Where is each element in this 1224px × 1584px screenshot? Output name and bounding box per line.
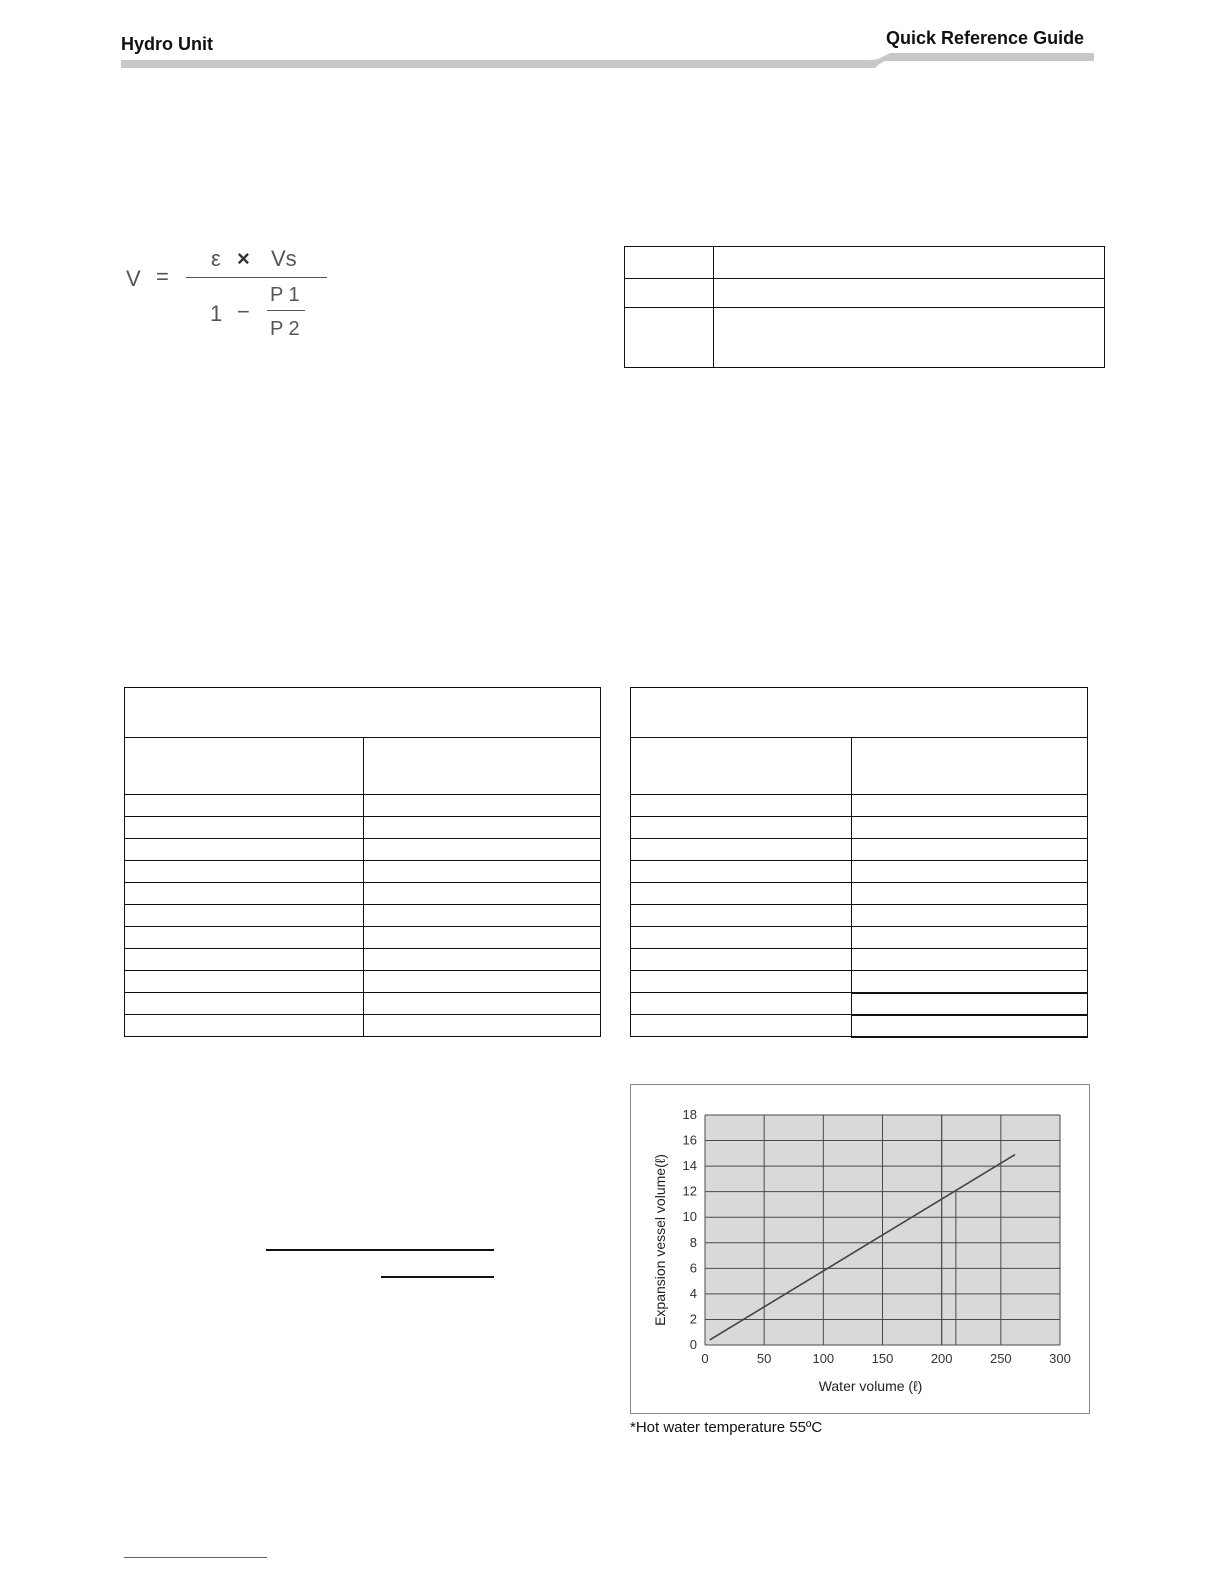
table-cell: [125, 861, 364, 883]
expansion-vessel-chart: [631, 1085, 1089, 1413]
table-cell: [631, 817, 852, 839]
table-row: [631, 927, 1088, 949]
table-row: [125, 949, 601, 971]
table-cell: [364, 1015, 601, 1037]
table-row: [125, 883, 601, 905]
table-row: [125, 971, 601, 993]
table-cell: [364, 905, 601, 927]
table-cell: [364, 817, 601, 839]
table-cell: [631, 949, 852, 971]
table-cell: [852, 993, 1088, 1015]
y-tick-label: 4: [689, 1285, 697, 1301]
table-row: [631, 1015, 1088, 1037]
table-cell: [364, 971, 601, 993]
formula-equals: =: [156, 264, 169, 289]
right-data-table: [630, 687, 1088, 1038]
table-cell: [631, 688, 1088, 738]
chart-caption: *Hot water temperature 55ºC: [630, 1419, 823, 1436]
header-right-title: Quick Reference Guide: [886, 28, 1085, 48]
table-cell: [625, 308, 714, 368]
table-row: [631, 795, 1088, 817]
table-title-row: [125, 688, 601, 738]
table-row: [625, 247, 1105, 279]
table-cell: [364, 861, 601, 883]
table-header-row: [631, 738, 1088, 795]
formula-p2: P 2: [270, 318, 300, 340]
formula-sub-fraction-bar: [267, 310, 305, 311]
table-cell: [364, 927, 601, 949]
table-cell: [125, 688, 601, 738]
table-cell: [125, 1015, 364, 1037]
table-row: [125, 905, 601, 927]
table-cell: [631, 927, 852, 949]
table-cell: [125, 927, 364, 949]
table-cell: [852, 861, 1088, 883]
table-header-row: [125, 738, 601, 795]
table-cell: [125, 817, 364, 839]
blank-field-line: [381, 1276, 494, 1278]
left-data-table: [124, 687, 601, 1037]
table-row: [631, 883, 1088, 905]
volume-formula: [120, 240, 350, 350]
table-cell: [631, 1015, 852, 1037]
table-title-row: [631, 688, 1088, 738]
table-cell: [364, 839, 601, 861]
table-cell: [364, 883, 601, 905]
y-tick-label: 0: [689, 1337, 697, 1352]
table-cell: [631, 839, 852, 861]
x-tick-label: 300: [1049, 1351, 1071, 1366]
table-cell: [364, 993, 601, 1015]
table-row: [125, 817, 601, 839]
y-tick-label: 2: [689, 1311, 697, 1327]
table-cell: [631, 795, 852, 817]
formula-minus: −: [237, 299, 250, 324]
formula-p1: P 1: [270, 284, 300, 306]
table-row: [125, 927, 601, 949]
table-row: [631, 817, 1088, 839]
table-cell: [631, 738, 852, 795]
y-tick-label: 18: [682, 1107, 697, 1122]
chart-frame: [630, 1084, 1090, 1414]
formula-main-fraction-bar: [186, 277, 327, 278]
table-cell: [852, 971, 1088, 993]
table-cell: [125, 949, 364, 971]
table-cell: [625, 247, 714, 279]
table-row: [125, 795, 601, 817]
table-row: [631, 949, 1088, 971]
table-cell: [631, 883, 852, 905]
table-cell: [852, 949, 1088, 971]
table-row: [125, 1015, 601, 1037]
table-row: [631, 971, 1088, 993]
table-cell: [125, 971, 364, 993]
table-cell: [852, 905, 1088, 927]
table-cell: [852, 883, 1088, 905]
y-tick-label: 8: [689, 1234, 697, 1250]
x-tick-label: 100: [812, 1351, 835, 1366]
table-cell: [852, 1015, 1088, 1037]
table-row: [625, 279, 1105, 308]
formula-lhs: V: [126, 266, 141, 291]
table-cell: [125, 795, 364, 817]
formula-one: 1: [210, 301, 223, 326]
table-cell: [852, 927, 1088, 949]
formula-times: ×: [237, 246, 250, 271]
y-tick-label: 12: [682, 1183, 697, 1199]
table-row: [631, 861, 1088, 883]
y-tick-label: 6: [689, 1260, 697, 1276]
table-row: [631, 839, 1088, 861]
table-cell: [852, 795, 1088, 817]
x-tick-label: 200: [930, 1351, 953, 1366]
y-tick-label: 14: [682, 1158, 697, 1174]
table-row: [625, 308, 1105, 368]
y-tick-label: 16: [682, 1132, 697, 1148]
table-row: [125, 993, 601, 1015]
table-cell: [631, 971, 852, 993]
table-cell: [714, 308, 1105, 368]
table-cell: [631, 905, 852, 927]
table-cell: [631, 993, 852, 1015]
table-cell: [852, 738, 1088, 795]
table-cell: [631, 861, 852, 883]
x-tick-label: 150: [871, 1351, 894, 1366]
table-cell: [125, 883, 364, 905]
table-cell: [364, 738, 601, 795]
table-row: [631, 905, 1088, 927]
formula-epsilon: ε: [211, 246, 221, 271]
header-left-title: Hydro Unit: [121, 34, 213, 54]
table-cell: [125, 993, 364, 1015]
footer-link-line[interactable]: [124, 1557, 267, 1558]
table-cell: [125, 738, 364, 795]
table-cell: [625, 279, 714, 308]
formula-vs: Vs: [271, 246, 297, 271]
blank-field-line: [266, 1249, 494, 1251]
header-bar: [0, 52, 1224, 72]
y-tick-label: 10: [682, 1209, 697, 1225]
table-cell: [125, 839, 364, 861]
table-row: [125, 839, 601, 861]
y-axis-label: Expansion vessel volume(ℓ): [652, 1154, 668, 1326]
table-cell: [714, 247, 1105, 279]
table-cell: [714, 279, 1105, 308]
formula-definition-table: [624, 246, 1105, 368]
table-cell: [852, 839, 1088, 861]
table-row: [631, 993, 1088, 1015]
table-cell: [364, 795, 601, 817]
table-cell: [852, 817, 1088, 839]
x-axis-label: Water volume (ℓ): [818, 1378, 923, 1394]
table-row: [125, 861, 601, 883]
x-tick-label: 0: [701, 1351, 709, 1366]
table-cell: [125, 905, 364, 927]
x-tick-label: 250: [989, 1351, 1012, 1366]
x-tick-label: 50: [756, 1351, 772, 1366]
table-cell: [364, 949, 601, 971]
